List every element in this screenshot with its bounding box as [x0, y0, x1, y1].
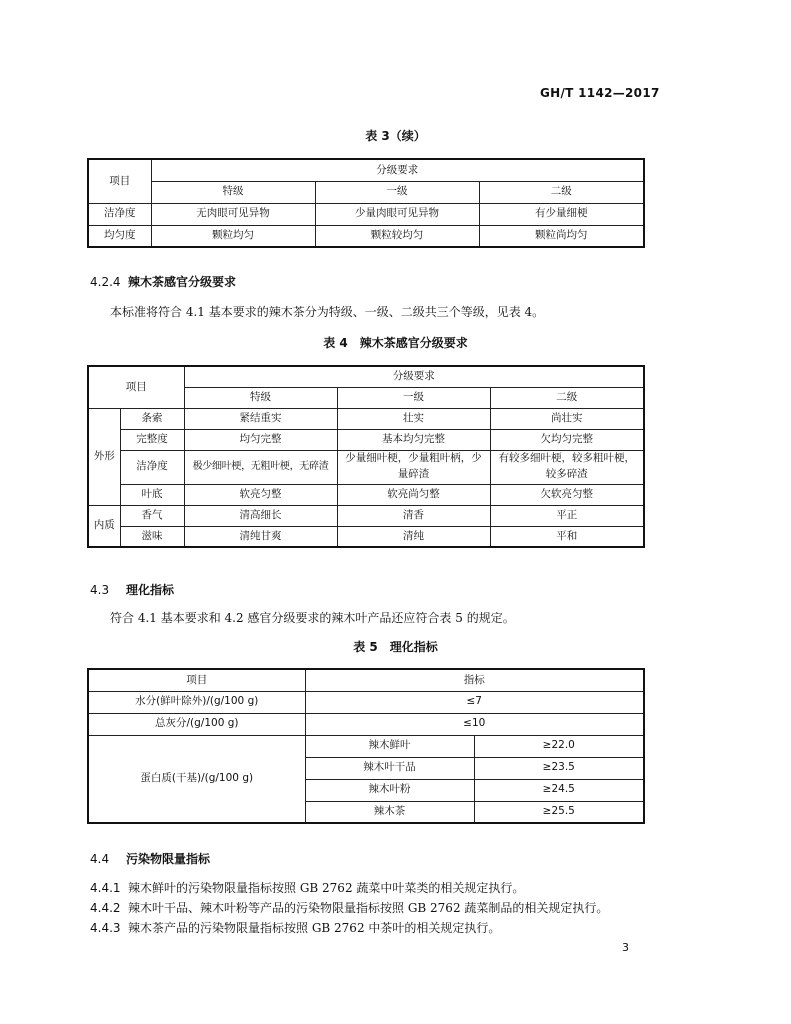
table-row	[88, 713, 644, 735]
page-number: 3	[622, 941, 629, 954]
row-label: 水分(鲜叶除外)/(g/100 g)	[88, 691, 305, 713]
clause-number: 4.4.1	[90, 881, 121, 895]
table5-head-index: 指标	[305, 669, 644, 691]
cell: ≥23.5	[474, 757, 644, 779]
section-4-4-heading	[90, 850, 210, 867]
cell: 欠软亮匀整	[490, 484, 644, 505]
cell: ≥25.5	[474, 801, 644, 823]
clause-text: 辣木茶产品的污染物限量指标按照 GB 2762 中茶叶的相关规定执行。	[128, 921, 501, 935]
cell: 清纯	[337, 526, 490, 547]
section-title: 污染物限量指标	[126, 852, 211, 866]
table-row	[88, 203, 644, 225]
cell: 基本均匀完整	[337, 429, 490, 450]
cell: 无肉眼可见异物	[151, 203, 315, 225]
clause-number: 4.4.2	[90, 901, 121, 915]
cell: 颗粒均匀	[151, 225, 315, 247]
section-4-3-paragraph: 符合 4.1 基本要求和 4.2 感官分级要求的辣木叶产品还应符合表 5 的规定。	[110, 611, 515, 625]
row-label: 总灰分/(g/100 g)	[88, 713, 305, 735]
table4-head-group: 分级要求	[184, 366, 644, 387]
cell: 紧结重实	[184, 408, 337, 429]
table-row	[88, 526, 644, 547]
table4	[87, 365, 645, 548]
cell: 平正	[490, 505, 644, 526]
section-number: 4.4	[90, 852, 110, 866]
table-row	[88, 429, 644, 450]
group-label-appearance: 外形	[88, 408, 120, 505]
cell: 欠均匀完整	[490, 429, 644, 450]
row-label: 蛋白质(干基)/(g/100 g)	[88, 735, 305, 823]
row-label: 洁净度	[88, 203, 151, 225]
group-label-quality: 内质	[88, 505, 120, 547]
cell: 清纯甘爽	[184, 526, 337, 547]
row-label: 完整度	[120, 429, 184, 450]
table4-grade: 二级	[490, 387, 644, 408]
table4-caption: 表 4 辣木茶感官分级要求	[323, 336, 468, 350]
cell: 少量细叶梗，少量粗叶柄，少量碎渣	[337, 450, 490, 484]
table3-grade: 一级	[315, 181, 479, 203]
cell: 辣木鲜叶	[305, 735, 474, 757]
table-row	[88, 408, 644, 429]
cell: ≤7	[305, 691, 644, 713]
table3-grade: 二级	[479, 181, 644, 203]
clause-4-4-2	[90, 899, 608, 916]
table5-head-item: 项目	[88, 669, 305, 691]
table-row	[88, 450, 644, 484]
standard-number: GH/T 1142—2017	[540, 86, 660, 100]
section-4-3-heading	[90, 581, 174, 598]
cell: ≤10	[305, 713, 644, 735]
section-number: 4.2.4	[90, 275, 121, 289]
row-label: 叶底	[120, 484, 184, 505]
section-4-2-4-heading	[90, 273, 236, 290]
cell: 辣木茶	[305, 801, 474, 823]
cell: 清香	[337, 505, 490, 526]
clause-4-4-1	[90, 879, 524, 896]
clause-text: 辣木鲜叶的污染物限量指标按照 GB 2762 蔬菜中叶菜类的相关规定执行。	[128, 881, 525, 895]
cell: 颗粒尚均匀	[479, 225, 644, 247]
cell: 有少量细梗	[479, 203, 644, 225]
cell: 少量肉眼可见异物	[315, 203, 479, 225]
cell: 软亮匀整	[184, 484, 337, 505]
row-label: 均匀度	[88, 225, 151, 247]
clause-4-4-3	[90, 919, 500, 936]
table-row	[88, 225, 644, 247]
section-4-2-4-paragraph: 本标准将符合 4.1 基本要求的辣木茶分为特级、一级、二级共三个等级，见表 4。	[110, 305, 545, 319]
table4-grade: 特级	[184, 387, 337, 408]
table3	[87, 158, 645, 248]
table-row	[88, 735, 644, 757]
section-title: 辣木茶感官分级要求	[128, 275, 237, 289]
cell: 颗粒较均匀	[315, 225, 479, 247]
table-row	[88, 484, 644, 505]
clause-number: 4.4.3	[90, 921, 121, 935]
row-label: 香气	[120, 505, 184, 526]
cell: 辣木叶干品	[305, 757, 474, 779]
table3-grade: 特级	[151, 181, 315, 203]
cell: ≥22.0	[474, 735, 644, 757]
table-row	[88, 505, 644, 526]
clause-text: 辣木叶干品、辣木叶粉等产品的污染物限量指标按照 GB 2762 蔬菜制品的相关规定执行。	[128, 901, 609, 915]
row-label: 滋味	[120, 526, 184, 547]
table3-head-item: 项目	[88, 159, 151, 203]
cell: 尚壮实	[490, 408, 644, 429]
table4-head-item: 项目	[88, 366, 184, 408]
table3-caption: 表 3（续）	[365, 129, 426, 143]
table4-grade: 一级	[337, 387, 490, 408]
row-label: 洁净度	[120, 450, 184, 484]
row-label: 条索	[120, 408, 184, 429]
cell: 均匀完整	[184, 429, 337, 450]
table-row	[88, 691, 644, 713]
cell: 壮实	[337, 408, 490, 429]
cell: 清高细长	[184, 505, 337, 526]
section-title: 理化指标	[126, 583, 175, 597]
table5-caption: 表 5 理化指标	[353, 640, 438, 654]
cell: 辣木叶粉	[305, 779, 474, 801]
cell: 极少细叶梗，无粗叶梗，无碎渣	[184, 450, 337, 484]
cell: 软亮尚匀整	[337, 484, 490, 505]
table5	[87, 668, 645, 824]
cell: ≥24.5	[474, 779, 644, 801]
section-number: 4.3	[90, 583, 110, 597]
table3-head-group: 分级要求	[151, 159, 644, 181]
cell: 平和	[490, 526, 644, 547]
cell: 有较多细叶梗，较多粗叶梗，较多碎渣	[490, 450, 644, 484]
